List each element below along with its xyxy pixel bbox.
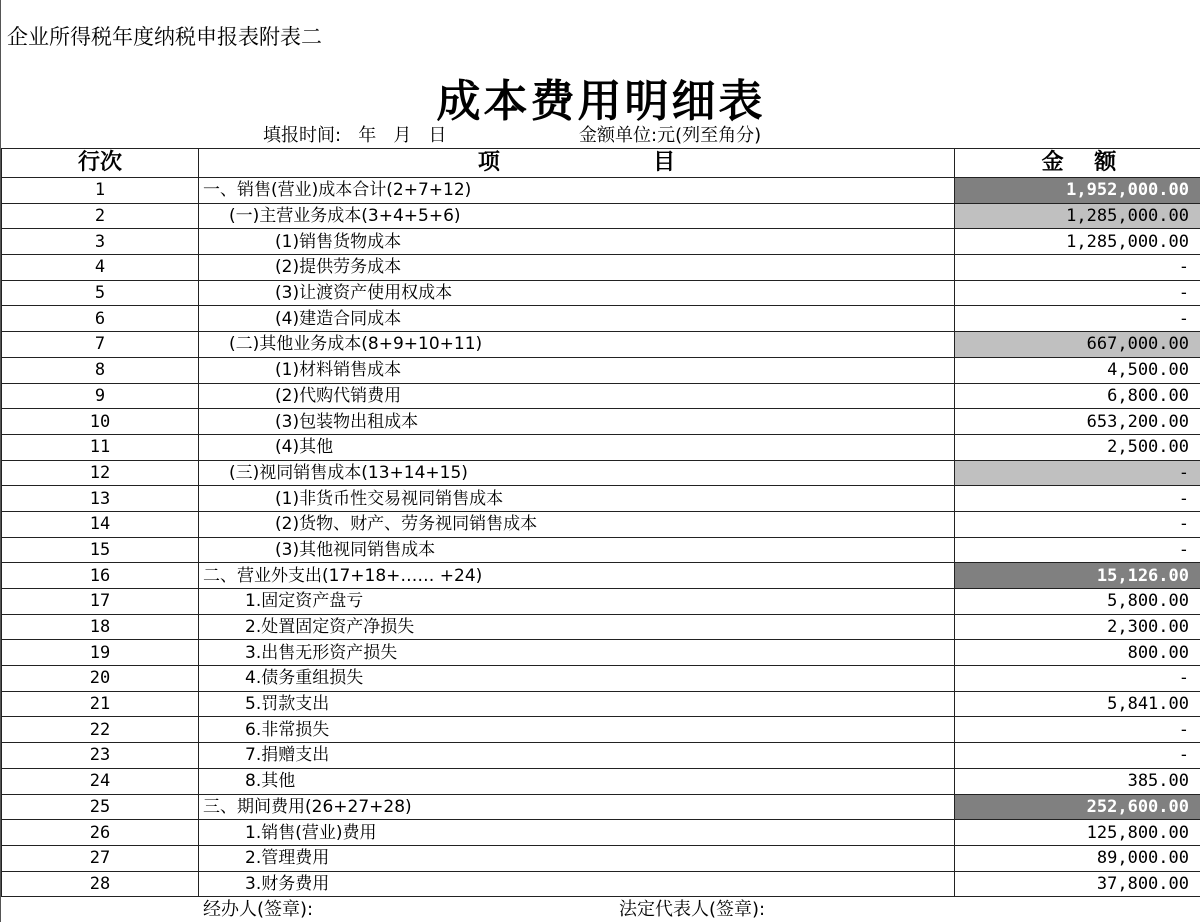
item-cell[interactable]: (2)代购代销费用 [199, 383, 955, 409]
table-row [2, 640, 1200, 666]
table-row [2, 178, 1200, 204]
row-number-cell[interactable]: 21 [2, 691, 199, 717]
item-cell[interactable]: (3)其他视同销售成本 [199, 537, 955, 563]
amount-cell[interactable]: 1,952,000.00 [955, 178, 1200, 204]
table-row [2, 563, 1200, 589]
item-cell[interactable]: 1.固定资产盘亏 [199, 589, 955, 615]
amount-cell[interactable]: - [955, 255, 1200, 281]
table-row [2, 203, 1200, 229]
amount-cell[interactable]: 385.00 [955, 768, 1200, 794]
item-cell[interactable]: 5.罚款支出 [199, 691, 955, 717]
unit-label: 金额单位:元(列至角分) [579, 125, 762, 146]
amount-cell[interactable]: 667,000.00 [955, 332, 1200, 358]
item-cell[interactable]: 三、期间费用(26+27+28) [199, 794, 955, 820]
amount-cell[interactable]: - [955, 537, 1200, 563]
table-row [2, 589, 1200, 615]
amount-cell[interactable]: - [955, 743, 1200, 769]
row-number-cell[interactable]: 4 [2, 255, 199, 281]
amount-cell[interactable]: 1,285,000.00 [955, 229, 1200, 255]
item-cell[interactable]: 二、营业外支出(17+18+…… +24) [199, 563, 955, 589]
amount-cell[interactable]: 2,500.00 [955, 434, 1200, 460]
table-row [2, 743, 1200, 769]
item-cell[interactable]: (3)包装物出租成本 [199, 409, 955, 435]
row-number-cell[interactable]: 26 [2, 820, 199, 846]
row-number-cell[interactable]: 28 [2, 871, 199, 897]
row-number-cell[interactable]: 20 [2, 666, 199, 692]
row-number-cell[interactable]: 18 [2, 614, 199, 640]
amount-cell[interactable]: 653,200.00 [955, 409, 1200, 435]
row-number-cell[interactable]: 1 [2, 178, 199, 204]
row-number-cell[interactable]: 23 [2, 743, 199, 769]
row-number-cell[interactable]: 7 [2, 332, 199, 358]
table-row [2, 357, 1200, 383]
table-row [2, 794, 1200, 820]
table-row [2, 845, 1200, 871]
table-row [2, 768, 1200, 794]
row-number-cell[interactable]: 15 [2, 537, 199, 563]
title-text: 成本费用明细表 [436, 76, 766, 127]
item-cell[interactable]: (1)非货币性交易视同销售成本 [199, 486, 955, 512]
amount-cell[interactable]: 6,800.00 [955, 383, 1200, 409]
item-cell[interactable]: (三)视同销售成本(13+14+15) [199, 460, 955, 486]
item-cell[interactable]: 4.债务重组损失 [199, 666, 955, 692]
item-cell[interactable]: (3)让渡资产使用权成本 [199, 280, 955, 306]
table-row [2, 383, 1200, 409]
item-cell[interactable]: 2.处置固定资产净损失 [199, 614, 955, 640]
amount-cell[interactable]: 125,800.00 [955, 820, 1200, 846]
table-header-row [2, 149, 1200, 178]
table-row [2, 537, 1200, 563]
form-label: 企业所得税年度纳税申报表附表二 [7, 25, 322, 49]
row-number-cell[interactable]: 24 [2, 768, 199, 794]
amount-cell[interactable]: 5,841.00 [955, 691, 1200, 717]
row-number-cell[interactable]: 16 [2, 563, 199, 589]
legal-rep-signature-label: 法定代表人(签章): [619, 899, 766, 920]
item-cell[interactable]: 6.非常损失 [199, 717, 955, 743]
cost-detail-table [1, 148, 1200, 897]
table-row [2, 871, 1200, 897]
table-row [2, 717, 1200, 743]
item-cell[interactable]: 2.管理费用 [199, 845, 955, 871]
amount-cell[interactable]: - [955, 280, 1200, 306]
item-cell[interactable]: (2)提供劳务成本 [199, 255, 955, 281]
table-row [2, 409, 1200, 435]
amount-cell[interactable]: 2,300.00 [955, 614, 1200, 640]
row-number-cell[interactable]: 5 [2, 280, 199, 306]
row-number-cell[interactable]: 19 [2, 640, 199, 666]
page-title [1, 74, 1200, 130]
row-number-cell[interactable]: 11 [2, 434, 199, 460]
amount-cell[interactable]: 5,800.00 [955, 589, 1200, 615]
table-row [2, 486, 1200, 512]
amount-cell[interactable]: - [955, 511, 1200, 537]
item-cell[interactable]: 7.捐赠支出 [199, 743, 955, 769]
amount-cell[interactable]: 800.00 [955, 640, 1200, 666]
amount-cell[interactable]: - [955, 717, 1200, 743]
item-cell[interactable]: 3.财务费用 [199, 871, 955, 897]
header-row-no: 行次 [2, 149, 199, 178]
table-row [2, 820, 1200, 846]
row-number-cell[interactable]: 25 [2, 794, 199, 820]
table-row [2, 280, 1200, 306]
header-item: 项 目 [199, 149, 955, 178]
amount-cell[interactable]: - [955, 486, 1200, 512]
item-cell[interactable]: (二)其他业务成本(8+9+10+11) [199, 332, 955, 358]
row-number-cell[interactable]: 9 [2, 383, 199, 409]
amount-cell[interactable]: 1,285,000.00 [955, 203, 1200, 229]
table-row [2, 434, 1200, 460]
table-row [2, 666, 1200, 692]
amount-cell[interactable]: 37,800.00 [955, 871, 1200, 897]
item-cell[interactable]: 1.销售(营业)费用 [199, 820, 955, 846]
row-number-cell[interactable]: 14 [2, 511, 199, 537]
item-cell[interactable]: (1)材料销售成本 [199, 357, 955, 383]
amount-cell[interactable]: 89,000.00 [955, 845, 1200, 871]
row-number-cell[interactable]: 6 [2, 306, 199, 332]
item-cell[interactable]: 8.其他 [199, 768, 955, 794]
table-row [2, 511, 1200, 537]
handler-signature-label: 经办人(签章): [203, 899, 314, 920]
table-row [2, 614, 1200, 640]
row-number-cell[interactable]: 27 [2, 845, 199, 871]
row-number-cell[interactable]: 22 [2, 717, 199, 743]
row-number-cell[interactable]: 13 [2, 486, 199, 512]
table-row [2, 255, 1200, 281]
amount-cell[interactable]: - [955, 460, 1200, 486]
row-number-cell[interactable]: 17 [2, 589, 199, 615]
item-cell[interactable]: (4)其他 [199, 434, 955, 460]
table-row [2, 332, 1200, 358]
amount-cell[interactable]: 252,600.00 [955, 794, 1200, 820]
table-row [2, 306, 1200, 332]
table-row [2, 691, 1200, 717]
amount-cell[interactable]: 15,126.00 [955, 563, 1200, 589]
item-cell[interactable]: 一、销售(营业)成本合计(2+7+12) [199, 178, 955, 204]
row-number-cell[interactable]: 8 [2, 357, 199, 383]
item-cell[interactable]: (2)货物、财产、劳务视同销售成本 [199, 511, 955, 537]
header-amount: 金 额 [955, 149, 1200, 178]
row-number-cell[interactable]: 3 [2, 229, 199, 255]
fill-time-label: 填报时间: 年 月 日 [263, 125, 447, 146]
amount-cell[interactable]: - [955, 306, 1200, 332]
item-cell[interactable]: (1)销售货物成本 [199, 229, 955, 255]
table-row [2, 229, 1200, 255]
row-number-cell[interactable]: 10 [2, 409, 199, 435]
item-cell[interactable]: 3.出售无形资产损失 [199, 640, 955, 666]
table-row [2, 460, 1200, 486]
row-number-cell[interactable]: 12 [2, 460, 199, 486]
amount-cell[interactable]: 4,500.00 [955, 357, 1200, 383]
row-number-cell[interactable]: 2 [2, 203, 199, 229]
item-cell[interactable]: (一)主营业务成本(3+4+5+6) [199, 203, 955, 229]
item-cell[interactable]: (4)建造合同成本 [199, 306, 955, 332]
amount-cell[interactable]: - [955, 666, 1200, 692]
